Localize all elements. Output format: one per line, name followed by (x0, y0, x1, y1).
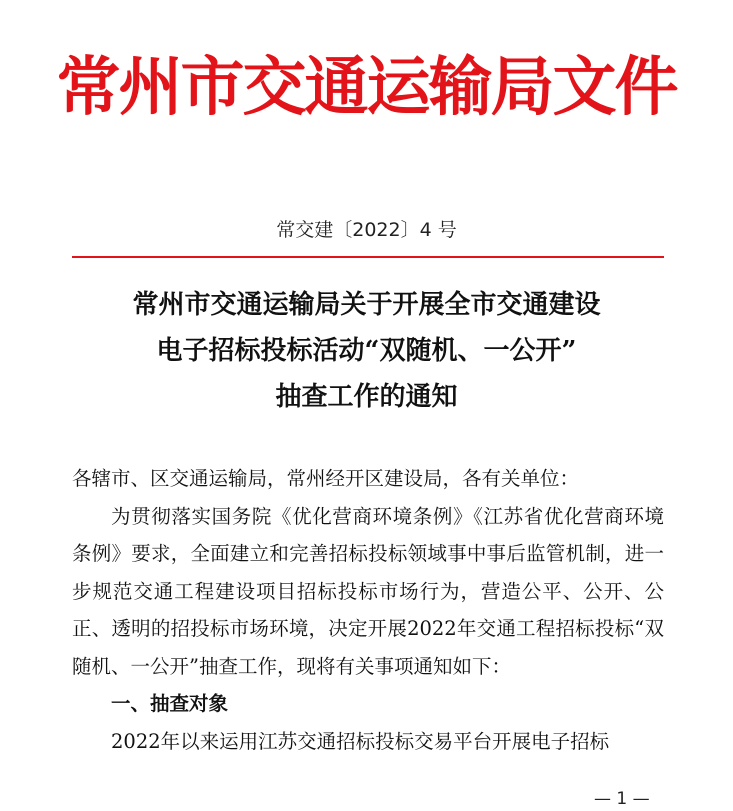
document-masthead: 常州市交通运输局文件 (56, 50, 677, 125)
document-number: 常交建〔2022〕4 号 (276, 219, 457, 241)
salutation: 各辖市、区交通运输局，常州经开区建设局，各有关单位： (72, 467, 580, 490)
title-line-2: 电子招标投标活动“双随机、一公开” (156, 336, 577, 366)
page-number: — 1 — (594, 789, 650, 809)
document-body (72, 460, 664, 760)
intro-paragraph: 为贯彻落实国务院《优化营商环境条例》《江苏省优化营商环境条例》要求，全面建立和完善招标投标领域事中事后监管机制，进一步规范交通工程建设项目招标投标市场行为，营造公平、公开、公正、透明的招投标市场环境，决定开展2022年交通工程招标投标“双随机、一公开”抽查工作，现将有关事项通知如下： (72, 504, 664, 678)
section-heading-1: 一、抽查对象 (111, 692, 229, 715)
document-title (0, 282, 733, 420)
red-divider-line (72, 256, 664, 258)
title-line-3: 抽查工作的通知 (275, 382, 458, 412)
title-line-1: 常州市交通运输局关于开展全市交通建设 (132, 290, 601, 320)
section-1-paragraph: 2022年以来运用江苏交通招标投标交易平台开展电子招标 (111, 729, 610, 753)
